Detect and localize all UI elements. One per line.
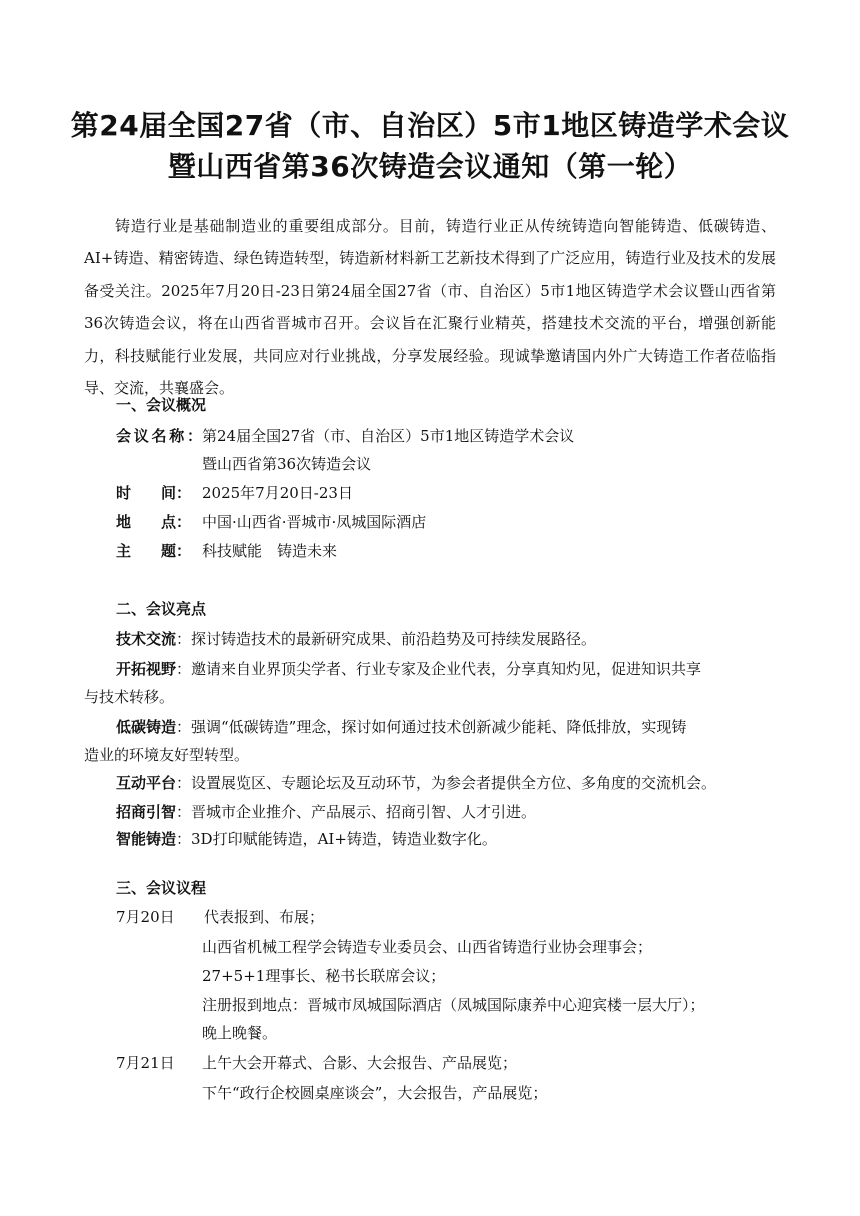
agenda-day-row: [116, 907, 816, 927]
meeting-name-value-line-2: 暨山西省第36次铸造会议: [202, 455, 372, 473]
section-heading-agenda: 三、会议议程: [116, 879, 207, 897]
intro-paragraph: 铸造行业是基础制造业的重要组成部分。目前，铸造行业正从传统铸造向智能铸造、低碳铸造、AI+铸造、精密铸造、绿色铸造转型，铸造新材料新工艺新技术得到了广泛应用，铸造行业及技术的发展备受关注。2025年7月20日-23日第24届全国27省（市、自治区）5市1地区铸造学术会议暨山西省第36次铸造会议，将在山西省晋城市召开。会议旨在汇聚行业精英，搭建技术交流的平台，增强创新能力，科技赋能行业发展，共同应对行业挑战，分享发展经验。现诚挚邀请国内外广大铸造工作者莅临指导、交流，共襄盛会。: [84, 217, 776, 398]
meeting-name-value: 第24届全国27省（市、自治区）5市1地区铸造学术会议: [202, 427, 575, 445]
highlight-text: ：晋城市企业推介、产品展示、招商引智、人才引进。: [176, 803, 537, 821]
highlight-text: ：强调“低碳铸造”理念，探讨如何通过技术创新减少能耗、降低排放，实现铸: [176, 718, 687, 736]
meeting-time-row: [116, 483, 816, 503]
agenda-line: 27+5+1理事长、秘书长联席会议；: [202, 967, 446, 985]
highlight-text: ：设置展览区、专题论坛及互动环节，为参会者提供全方位、多角度的交流机会。: [176, 774, 717, 792]
highlight-item: [116, 773, 816, 793]
highlight-item: [116, 717, 816, 737]
document-title-line-1: 第24届全国27省（市、自治区）5市1地区铸造学术会议: [70, 109, 790, 142]
meeting-place-row: [116, 512, 816, 532]
agenda-line: 代表报到、布展；: [204, 908, 325, 926]
highlight-text-continued: 造业的环境友好型转型。: [84, 746, 250, 764]
highlight-label: 开拓视野: [116, 660, 177, 678]
highlight-item: [116, 829, 816, 849]
document-title-line-2: 暨山西省第36次铸造会议通知（第一轮）: [167, 150, 693, 183]
meeting-name-label: 会议名称：: [116, 427, 202, 445]
highlight-label: 技术交流: [116, 630, 177, 648]
meeting-place-value: 中国·山西省·晋城市·凤城国际酒店: [202, 513, 427, 531]
meeting-theme-label: 主 题：: [116, 542, 192, 560]
meeting-name-row: [116, 426, 816, 446]
highlight-text: ：3D打印赋能铸造，AI+铸造，铸造业数字化。: [176, 830, 497, 848]
highlight-label: 低碳铸造: [116, 718, 177, 736]
section-heading-overview: 一、会议概况: [116, 396, 207, 414]
agenda-day-row: [116, 1053, 816, 1073]
agenda-line: 注册报到地点：晋城市凤城国际酒店（凤城国际康养中心迎宾楼一层大厅）；: [202, 996, 705, 1014]
agenda-date: 7月21日: [116, 1054, 175, 1072]
agenda-line: 晚上晚餐。: [202, 1024, 278, 1042]
highlight-item: [116, 802, 816, 822]
meeting-theme-row: [116, 541, 816, 561]
highlight-text: ：邀请来自业界顶尖学者、行业专家及企业代表，分享真知灼见，促进知识共享: [176, 660, 702, 678]
highlight-label: 招商引智: [116, 803, 177, 821]
meeting-time-value: 2025年7月20日-23日: [202, 484, 353, 502]
section-heading-highlights: 二、会议亮点: [116, 600, 207, 618]
highlight-label: 智能铸造: [116, 830, 177, 848]
meeting-time-label: 时 间：: [116, 484, 192, 502]
agenda-line: 山西省机械工程学会铸造专业委员会、山西省铸造行业协会理事会；: [202, 938, 653, 956]
meeting-theme-value: 科技赋能 铸造未来: [202, 542, 338, 560]
highlight-label: 互动平台: [116, 774, 177, 792]
agenda-line: 上午大会开幕式、合影、大会报告、产品展览；: [202, 1054, 518, 1072]
agenda-date: 7月20日: [116, 908, 175, 926]
highlight-text: ：探讨铸造技术的最新研究成果、前沿趋势及可持续发展路径。: [176, 630, 597, 648]
meeting-place-label: 地 点：: [116, 513, 192, 531]
agenda-line: 下午“政行企校圆桌座谈会”，大会报告，产品展览；: [202, 1084, 548, 1102]
highlight-item: [116, 629, 816, 649]
highlight-text-continued: 与技术转移。: [84, 688, 175, 706]
highlight-item: [116, 659, 816, 679]
